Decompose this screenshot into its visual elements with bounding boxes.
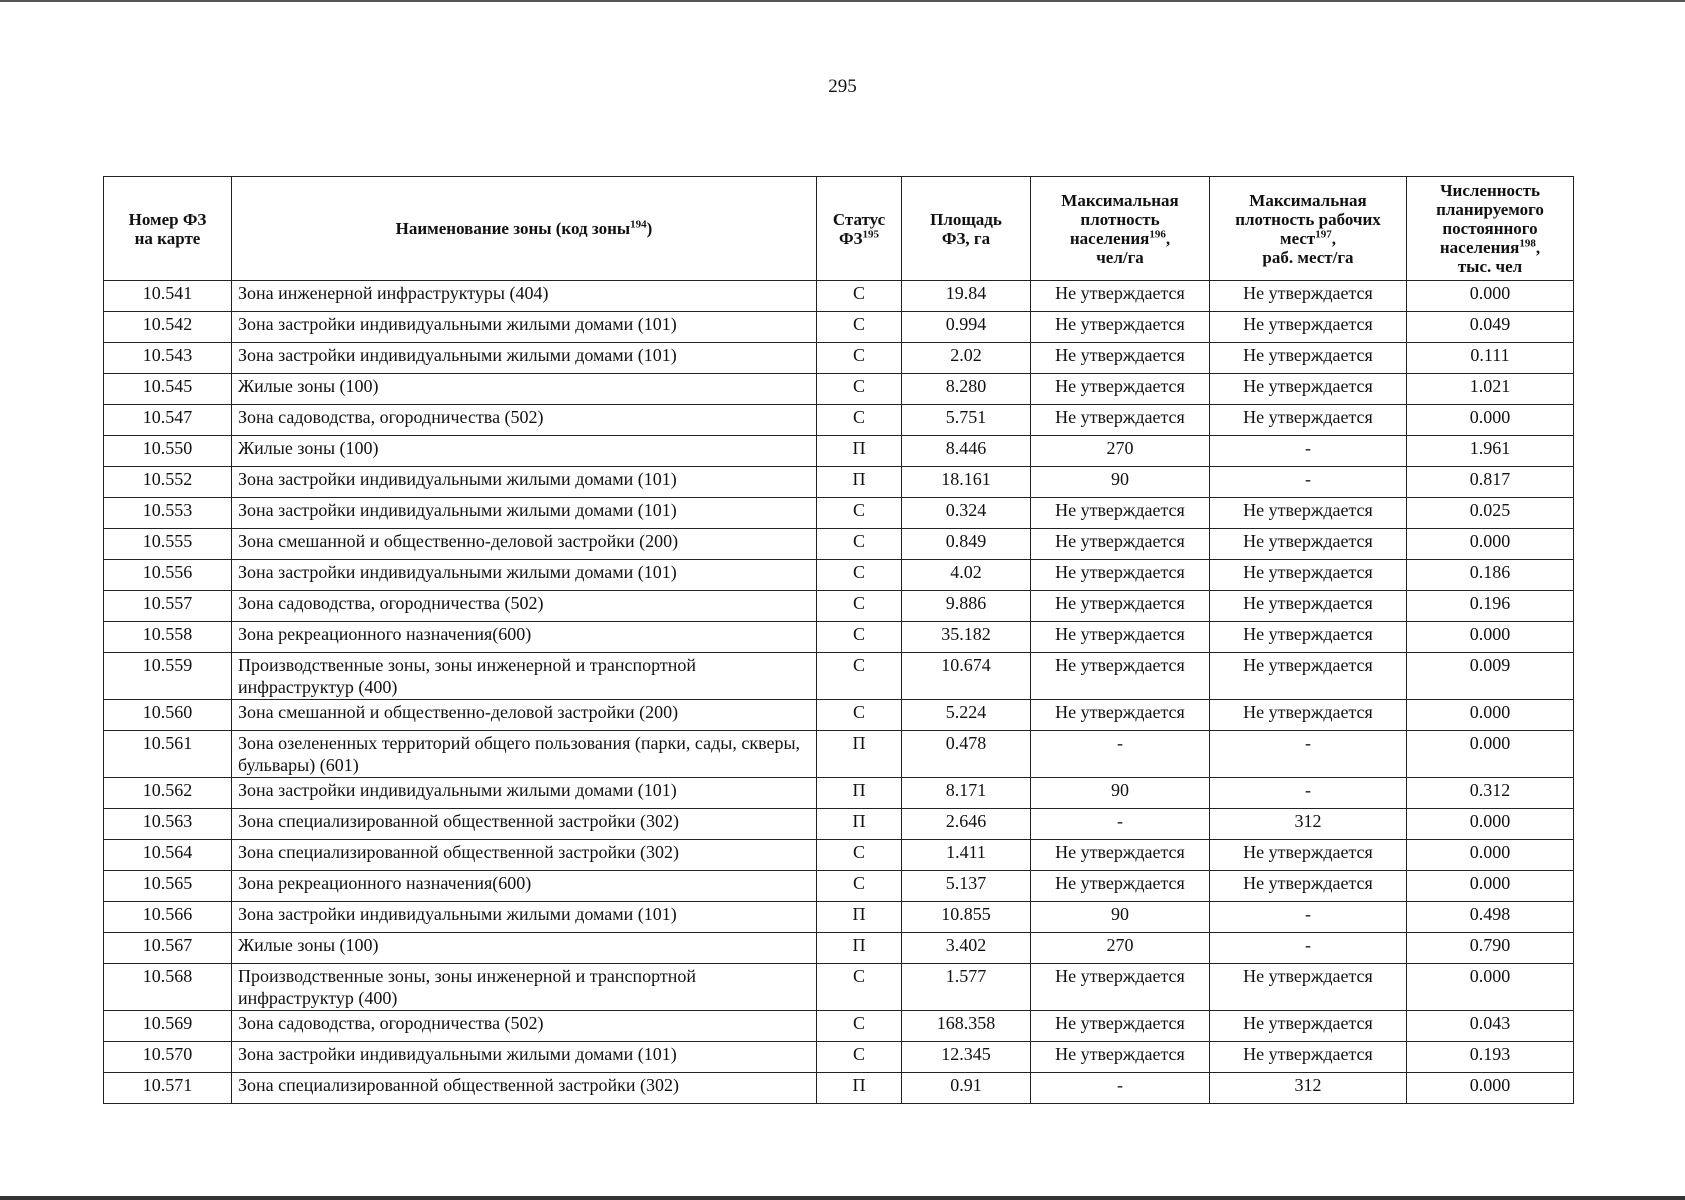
table-body — [104, 281, 1574, 1104]
table-row — [104, 529, 1574, 560]
header-planned-population — [1407, 177, 1574, 281]
cell-zone-number: 10.568 — [104, 964, 232, 1011]
cell-jobs-density: Не утверждается — [1210, 312, 1407, 343]
cell-jobs-density: 312 — [1210, 1073, 1407, 1104]
cell-jobs-density: Не утверждается — [1210, 560, 1407, 591]
cell-population-density: 270 — [1031, 436, 1210, 467]
cell-population-density: Не утверждается — [1031, 498, 1210, 529]
header-status — [817, 177, 902, 281]
header-area-line1: Площадь — [930, 209, 1002, 229]
cell-population-density: 270 — [1031, 933, 1210, 964]
cell-zone-name: Зона смешанной и общественно-деловой застройки (200) — [232, 700, 817, 731]
cell-area: 8.446 — [902, 436, 1031, 467]
header-number — [104, 177, 232, 281]
table-row — [104, 809, 1574, 840]
cell-zone-number: 10.545 — [104, 374, 232, 405]
cell-zone-number: 10.571 — [104, 1073, 232, 1104]
cell-status: С — [817, 498, 902, 529]
header-number-line1: Номер ФЗ — [128, 209, 207, 229]
cell-status: С — [817, 343, 902, 374]
table-row — [104, 374, 1574, 405]
cell-jobs-density: - — [1210, 731, 1407, 778]
cell-area: 10.855 — [902, 902, 1031, 933]
cell-zone-number: 10.552 — [104, 467, 232, 498]
cell-area: 3.402 — [902, 933, 1031, 964]
cell-area: 5.224 — [902, 700, 1031, 731]
cell-status: С — [817, 622, 902, 653]
cell-status: П — [817, 933, 902, 964]
cell-population-density: - — [1031, 809, 1210, 840]
cell-jobs-density: - — [1210, 467, 1407, 498]
cell-status: С — [817, 700, 902, 731]
table-row — [104, 840, 1574, 871]
cell-status: П — [817, 467, 902, 498]
cell-area: 0.324 — [902, 498, 1031, 529]
cell-planned-population: 1.961 — [1407, 436, 1574, 467]
header-zone-name-footnote: 194 — [630, 218, 647, 231]
cell-status: С — [817, 840, 902, 871]
cell-zone-number: 10.555 — [104, 529, 232, 560]
header-area — [902, 177, 1031, 281]
cell-zone-name: Зона озелененных территорий общего пользования (парки, сады, скверы, бульвары) (601) — [232, 731, 817, 778]
cell-zone-name: Зона рекреационного назначения(600) — [232, 871, 817, 902]
table-row — [104, 778, 1574, 809]
cell-zone-number: 10.567 — [104, 933, 232, 964]
header-jobs-line2: плотность рабочих — [1235, 209, 1381, 229]
cell-jobs-density: Не утверждается — [1210, 374, 1407, 405]
header-density-footnote: 196 — [1149, 227, 1166, 240]
table-header-row — [104, 177, 1574, 281]
cell-zone-number: 10.558 — [104, 622, 232, 653]
cell-jobs-density: Не утверждается — [1210, 498, 1407, 529]
table-row — [104, 933, 1574, 964]
cell-planned-population: 0.000 — [1407, 871, 1574, 902]
cell-zone-number: 10.543 — [104, 343, 232, 374]
cell-zone-name: Производственные зоны, зоны инженерной и транспортной инфраструктур (400) — [232, 653, 817, 700]
cell-status: П — [817, 436, 902, 467]
cell-zone-name: Зона специализированной общественной застройки (302) — [232, 809, 817, 840]
cell-jobs-density: Не утверждается — [1210, 964, 1407, 1011]
cell-status: П — [817, 778, 902, 809]
header-area-line2: ФЗ, га — [941, 228, 991, 248]
cell-zone-name: Жилые зоны (100) — [232, 374, 817, 405]
header-population-footnote: 198 — [1519, 237, 1536, 250]
table-row — [104, 405, 1574, 436]
cell-population-density: Не утверждается — [1031, 312, 1210, 343]
cell-zone-number: 10.564 — [104, 840, 232, 871]
cell-zone-name: Зона застройки индивидуальными жилыми домами (101) — [232, 498, 817, 529]
cell-zone-name: Зона специализированной общественной застройки (302) — [232, 840, 817, 871]
cell-status: П — [817, 902, 902, 933]
cell-status: С — [817, 653, 902, 700]
cell-status: С — [817, 964, 902, 1011]
cell-area: 168.358 — [902, 1011, 1031, 1042]
table-row — [104, 436, 1574, 467]
header-density-line1: Максимальная — [1061, 190, 1179, 210]
cell-zone-name: Жилые зоны (100) — [232, 436, 817, 467]
cell-area: 9.886 — [902, 591, 1031, 622]
cell-zone-name: Зона застройки индивидуальными жилыми домами (101) — [232, 467, 817, 498]
cell-zone-name: Зона смешанной и общественно-деловой застройки (200) — [232, 529, 817, 560]
cell-jobs-density: Не утверждается — [1210, 1011, 1407, 1042]
cell-zone-number: 10.570 — [104, 1042, 232, 1073]
cell-zone-number: 10.541 — [104, 281, 232, 312]
cell-area: 2.02 — [902, 343, 1031, 374]
cell-zone-number: 10.560 — [104, 700, 232, 731]
header-zone-name — [232, 177, 817, 281]
cell-area: 10.674 — [902, 653, 1031, 700]
cell-status: С — [817, 281, 902, 312]
cell-population-density: Не утверждается — [1031, 405, 1210, 436]
header-status-line2: ФЗ — [838, 228, 863, 248]
cell-population-density: Не утверждается — [1031, 281, 1210, 312]
cell-jobs-density: Не утверждается — [1210, 405, 1407, 436]
cell-zone-name: Зона застройки индивидуальными жилыми домами (101) — [232, 778, 817, 809]
header-jobs-footnote: 197 — [1315, 227, 1332, 240]
header-jobs-line3: мест — [1280, 228, 1316, 248]
cell-area: 2.646 — [902, 809, 1031, 840]
cell-population-density: Не утверждается — [1031, 374, 1210, 405]
cell-population-density: - — [1031, 731, 1210, 778]
cell-jobs-density: Не утверждается — [1210, 343, 1407, 374]
table-row — [104, 560, 1574, 591]
table-row — [104, 1073, 1574, 1104]
cell-area: 0.994 — [902, 312, 1031, 343]
header-jobs-density — [1210, 177, 1407, 281]
table-row — [104, 964, 1574, 1011]
cell-planned-population: 0.000 — [1407, 840, 1574, 871]
table-row — [104, 902, 1574, 933]
cell-planned-population: 0.186 — [1407, 560, 1574, 591]
cell-planned-population: 0.000 — [1407, 964, 1574, 1011]
cell-population-density: Не утверждается — [1031, 653, 1210, 700]
cell-population-density: Не утверждается — [1031, 591, 1210, 622]
cell-area: 0.849 — [902, 529, 1031, 560]
cell-status: П — [817, 1073, 902, 1104]
header-number-line2: на карте — [134, 228, 201, 248]
cell-jobs-density: - — [1210, 778, 1407, 809]
cell-status: С — [817, 405, 902, 436]
cell-status: С — [817, 1011, 902, 1042]
header-jobs-line1: Максимальная — [1249, 190, 1367, 210]
cell-jobs-density: Не утверждается — [1210, 591, 1407, 622]
bottom-scan-border — [0, 1196, 1685, 1200]
header-population-line1: Численность — [1440, 181, 1540, 200]
header-status-footnote: 195 — [862, 227, 880, 240]
cell-zone-name: Зона застройки индивидуальными жилыми домами (101) — [232, 343, 817, 374]
cell-jobs-density: Не утверждается — [1210, 871, 1407, 902]
cell-area: 12.345 — [902, 1042, 1031, 1073]
cell-jobs-density: - — [1210, 436, 1407, 467]
cell-zone-name: Зона специализированной общественной застройки (302) — [232, 1073, 817, 1104]
header-population-line5: тыс. чел — [1457, 257, 1523, 276]
cell-population-density: Не утверждается — [1031, 343, 1210, 374]
cell-area: 0.478 — [902, 731, 1031, 778]
cell-planned-population: 0.000 — [1407, 731, 1574, 778]
cell-area: 18.161 — [902, 467, 1031, 498]
cell-population-density: 90 — [1031, 467, 1210, 498]
cell-area: 5.137 — [902, 871, 1031, 902]
cell-status: С — [817, 1042, 902, 1073]
cell-planned-population: 0.043 — [1407, 1011, 1574, 1042]
table-row — [104, 467, 1574, 498]
table-row — [104, 731, 1574, 778]
table-row — [104, 871, 1574, 902]
cell-population-density: Не утверждается — [1031, 1042, 1210, 1073]
header-population-comma: , — [1535, 238, 1541, 257]
cell-jobs-density: - — [1210, 933, 1407, 964]
cell-zone-number: 10.542 — [104, 312, 232, 343]
cell-planned-population: 0.009 — [1407, 653, 1574, 700]
cell-jobs-density: - — [1210, 902, 1407, 933]
cell-zone-name: Зона застройки индивидуальными жилыми домами (101) — [232, 1042, 817, 1073]
cell-planned-population: 0.000 — [1407, 622, 1574, 653]
cell-jobs-density: Не утверждается — [1210, 529, 1407, 560]
cell-zone-number: 10.561 — [104, 731, 232, 778]
cell-zone-number: 10.569 — [104, 1011, 232, 1042]
cell-planned-population: 0.049 — [1407, 312, 1574, 343]
table-row — [104, 498, 1574, 529]
cell-planned-population: 0.000 — [1407, 700, 1574, 731]
cell-area: 5.751 — [902, 405, 1031, 436]
table-row — [104, 1011, 1574, 1042]
cell-population-density: Не утверждается — [1031, 700, 1210, 731]
cell-zone-name: Зона застройки индивидуальными жилыми домами (101) — [232, 312, 817, 343]
cell-zone-name: Зона инженерной инфраструктуры (404) — [232, 281, 817, 312]
cell-status: С — [817, 312, 902, 343]
cell-zone-name: Зона садоводства, огородничества (502) — [232, 1011, 817, 1042]
cell-zone-number: 10.565 — [104, 871, 232, 902]
cell-planned-population: 0.817 — [1407, 467, 1574, 498]
cell-status: П — [817, 809, 902, 840]
cell-planned-population: 0.000 — [1407, 809, 1574, 840]
cell-status: С — [817, 560, 902, 591]
cell-status: С — [817, 529, 902, 560]
cell-status: С — [817, 374, 902, 405]
cell-zone-name: Производственные зоны, зоны инженерной и транспортной инфраструктур (400) — [232, 964, 817, 1011]
cell-planned-population: 0.000 — [1407, 529, 1574, 560]
table-row — [104, 312, 1574, 343]
cell-area: 19.84 — [902, 281, 1031, 312]
cell-zone-name: Зона рекреационного назначения(600) — [232, 622, 817, 653]
cell-status: П — [817, 731, 902, 778]
cell-zone-name: Зона застройки индивидуальными жилыми домами (101) — [232, 902, 817, 933]
cell-planned-population: 0.025 — [1407, 498, 1574, 529]
header-density-line3: населения — [1069, 228, 1150, 248]
page-number: 295 — [828, 76, 857, 97]
cell-planned-population: 1.021 — [1407, 374, 1574, 405]
cell-planned-population: 0.790 — [1407, 933, 1574, 964]
cell-population-density: Не утверждается — [1031, 560, 1210, 591]
cell-zone-number: 10.559 — [104, 653, 232, 700]
cell-zone-number: 10.556 — [104, 560, 232, 591]
cell-population-density: Не утверждается — [1031, 964, 1210, 1011]
header-jobs-comma: , — [1331, 228, 1336, 248]
cell-zone-number: 10.562 — [104, 778, 232, 809]
header-population-line2: планируемого — [1436, 200, 1544, 219]
table-row — [104, 653, 1574, 700]
cell-jobs-density: Не утверждается — [1210, 622, 1407, 653]
cell-zone-number: 10.566 — [104, 902, 232, 933]
cell-jobs-density: Не утверждается — [1210, 700, 1407, 731]
cell-population-density: Не утверждается — [1031, 840, 1210, 871]
header-jobs-line4: раб. мест/га — [1262, 247, 1354, 267]
cell-area: 1.411 — [902, 840, 1031, 871]
cell-population-density: 90 — [1031, 902, 1210, 933]
cell-zone-number: 10.563 — [104, 809, 232, 840]
cell-jobs-density: Не утверждается — [1210, 1042, 1407, 1073]
cell-planned-population: 0.498 — [1407, 902, 1574, 933]
cell-population-density: - — [1031, 1073, 1210, 1104]
cell-zone-name: Зона застройки индивидуальными жилыми домами (101) — [232, 560, 817, 591]
cell-jobs-density: Не утверждается — [1210, 840, 1407, 871]
cell-planned-population: 0.000 — [1407, 405, 1574, 436]
header-status-line1: Статус — [832, 209, 886, 229]
cell-zone-number: 10.547 — [104, 405, 232, 436]
table-row — [104, 591, 1574, 622]
header-population-density — [1031, 177, 1210, 281]
cell-area: 35.182 — [902, 622, 1031, 653]
cell-planned-population: 0.312 — [1407, 778, 1574, 809]
cell-jobs-density: Не утверждается — [1210, 281, 1407, 312]
cell-area: 8.280 — [902, 374, 1031, 405]
cell-zone-number: 10.557 — [104, 591, 232, 622]
cell-population-density: Не утверждается — [1031, 622, 1210, 653]
cell-planned-population: 0.000 — [1407, 1073, 1574, 1104]
cell-planned-population: 0.111 — [1407, 343, 1574, 374]
zones-table — [103, 176, 1574, 1104]
table-row — [104, 622, 1574, 653]
cell-area: 0.91 — [902, 1073, 1031, 1104]
header-population-line4: населения — [1439, 238, 1520, 257]
cell-jobs-density: Не утверждается — [1210, 653, 1407, 700]
header-density-line4: чел/га — [1096, 247, 1144, 267]
cell-area: 4.02 — [902, 560, 1031, 591]
table-row — [104, 281, 1574, 312]
cell-planned-population: 0.000 — [1407, 281, 1574, 312]
table-row — [104, 343, 1574, 374]
cell-area: 8.171 — [902, 778, 1031, 809]
cell-planned-population: 0.196 — [1407, 591, 1574, 622]
cell-population-density: Не утверждается — [1031, 1011, 1210, 1042]
header-density-comma: , — [1165, 228, 1171, 248]
header-density-line2: плотность — [1080, 209, 1160, 229]
cell-population-density: 90 — [1031, 778, 1210, 809]
cell-zone-number: 10.550 — [104, 436, 232, 467]
header-zone-name-text: Наименование зоны (код зоны — [395, 219, 631, 238]
cell-status: С — [817, 591, 902, 622]
header-zone-name-tail: ) — [646, 219, 653, 238]
table-row — [104, 1042, 1574, 1073]
cell-population-density: Не утверждается — [1031, 529, 1210, 560]
cell-status: С — [817, 871, 902, 902]
cell-planned-population: 0.193 — [1407, 1042, 1574, 1073]
table-row — [104, 700, 1574, 731]
cell-zone-name: Жилые зоны (100) — [232, 933, 817, 964]
cell-jobs-density: 312 — [1210, 809, 1407, 840]
cell-population-density: Не утверждается — [1031, 871, 1210, 902]
cell-zone-number: 10.553 — [104, 498, 232, 529]
cell-zone-name: Зона садоводства, огородничества (502) — [232, 591, 817, 622]
header-population-line3: постоянного — [1442, 219, 1538, 238]
cell-area: 1.577 — [902, 964, 1031, 1011]
top-scan-border — [0, 0, 1685, 2]
cell-zone-name: Зона садоводства, огородничества (502) — [232, 405, 817, 436]
